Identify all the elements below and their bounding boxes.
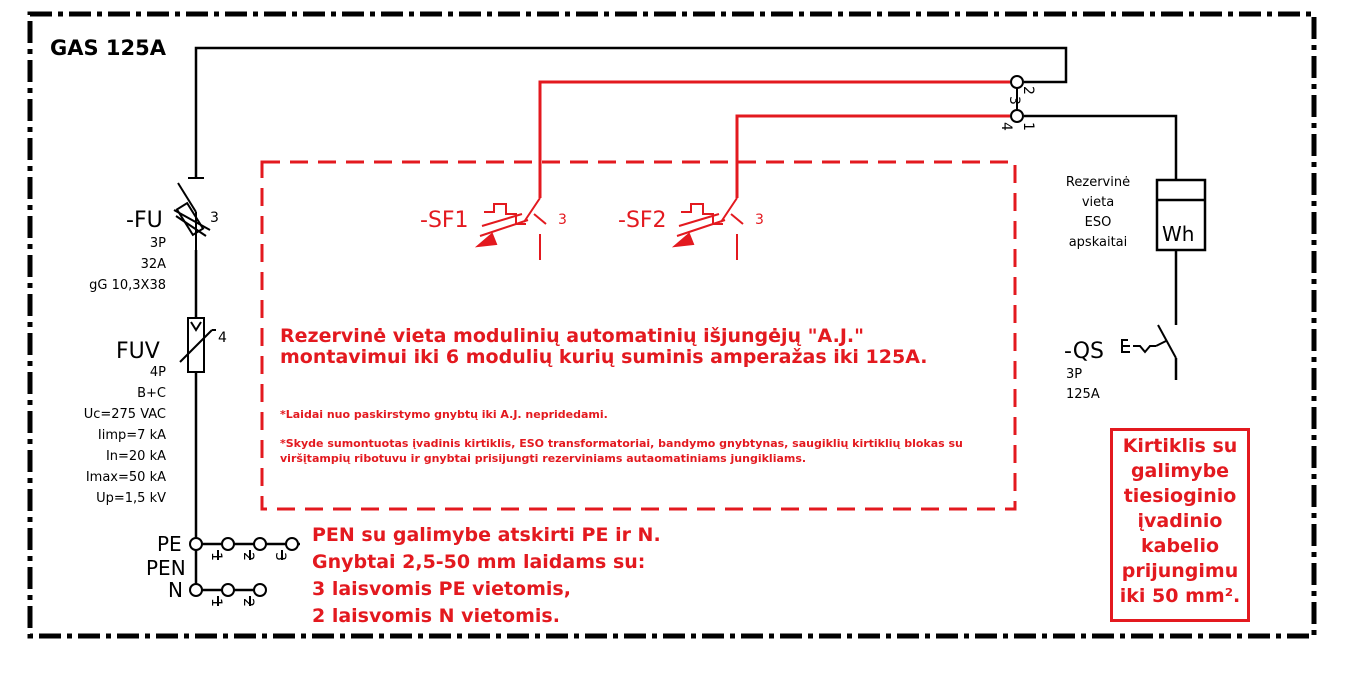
terminal-pin-2: 2	[1020, 86, 1036, 95]
meter-caption-line: apskaitai	[1068, 235, 1128, 250]
pe-pin-3: 3	[272, 552, 288, 561]
fuse-poles-mark: 3	[210, 210, 219, 226]
fuse-param: gG 10,3X38	[89, 278, 166, 293]
cutoff-note-line: įvadinio	[1137, 510, 1223, 532]
panel-title: GAS 125A	[50, 36, 167, 60]
terminal-pin-4: 4	[998, 122, 1014, 131]
cutoff-note-line: tiesioginio	[1123, 485, 1237, 507]
cutoff-note-box	[1110, 428, 1250, 622]
reserve-area-note-wires: *Laidai nuo paskirstymo gnybtų iki A.J. nepridedami.	[280, 408, 608, 421]
breaker-sf1-symbol	[478, 198, 546, 260]
cutoff-note-line: Kirtiklis su	[1122, 435, 1238, 457]
meter-label: Wh	[1162, 222, 1195, 246]
breaker-sf1-poles: 3	[558, 212, 567, 228]
load-switch-symbol	[1122, 325, 1176, 358]
surge-param: Iimp=7 kA	[97, 428, 166, 443]
fuse-designation: -FU	[126, 208, 163, 233]
switch-param: 3P	[1066, 367, 1083, 382]
breaker-sf2-symbol	[675, 198, 743, 260]
breaker-sf1-designation: -SF1	[420, 208, 469, 233]
cutoff-note-line: galimybe	[1130, 460, 1230, 482]
fuse-params	[40, 233, 166, 296]
surge-param: Uc=275 VAC	[83, 407, 166, 422]
switch-params	[1066, 365, 1126, 405]
n-pin-2: 2	[240, 598, 256, 607]
breaker-sf2-poles: 3	[755, 212, 764, 228]
surge-arrester-symbol	[180, 318, 216, 372]
reserve-area-note-equipment: *Skyde sumontuotas įvadinis kirtiklis, ESO transformatoriai, bandymo gnybtynas, saugiklių kirtiklių blokas su viršįtampių ribotuvu ir gnybtai prisijungti rezerviniams autaomatiniams jungikliams.	[280, 437, 963, 465]
surge-designation: FUV	[116, 339, 160, 364]
terminal-pin-3: 3	[1006, 96, 1022, 105]
reserve-feed-wiring	[540, 82, 1010, 198]
breaker-sf2-designation: -SF2	[618, 208, 667, 233]
surge-params	[40, 362, 166, 509]
pen-note-line: PEN su galimybe atskirti PE ir N.	[312, 524, 661, 546]
surge-param: Imax=50 kA	[85, 470, 166, 485]
pen-note	[312, 522, 732, 630]
n-pin-1: 1	[208, 598, 224, 607]
pe-pin-1: 1	[208, 552, 224, 561]
cutoff-note-line: iki 50 mm².	[1119, 585, 1241, 607]
meter-caption-line: Rezervinė	[1065, 175, 1131, 190]
pen-label: PEN	[146, 556, 186, 580]
surge-param: Up=1,5 kV	[96, 491, 166, 506]
fuse-param: 32A	[140, 257, 166, 272]
surge-param: In=20 kA	[105, 449, 166, 464]
terminal-node-lower	[1011, 110, 1023, 122]
switch-param: 125A	[1066, 387, 1100, 402]
fuse-param: 3P	[149, 236, 166, 251]
surge-param: 4P	[149, 365, 166, 380]
cutoff-note-line: kabelio	[1140, 535, 1220, 557]
pen-note-line: 3 laisvomis PE vietomis,	[312, 578, 571, 600]
surge-poles-mark: 4	[218, 330, 227, 346]
reserve-area-heading: Rezervinė vieta modulinių automatinių išjungėjų "A.J." montavimui iki 6 modulių kurių suminis amperažas iki 125A.	[280, 325, 928, 368]
n-label: N	[168, 578, 183, 602]
meter-caption	[1050, 173, 1146, 253]
meter-caption-line: vieta	[1081, 195, 1115, 210]
pe-label: PE	[157, 532, 182, 556]
meter-caption-line: ESO	[1084, 215, 1112, 230]
pe-pin-2: 2	[240, 552, 256, 561]
switch-designation: -QS	[1064, 339, 1105, 364]
pen-note-line: Gnybtai 2,5-50 mm laidams su:	[312, 551, 646, 573]
terminal-pin-1: 1	[1020, 122, 1036, 131]
pen-note-line: 2 laisvomis N vietomis.	[312, 605, 560, 627]
fuse-symbol	[174, 178, 210, 250]
cutoff-note-line: prijungimu	[1121, 560, 1239, 582]
surge-param: B+C	[137, 386, 166, 401]
